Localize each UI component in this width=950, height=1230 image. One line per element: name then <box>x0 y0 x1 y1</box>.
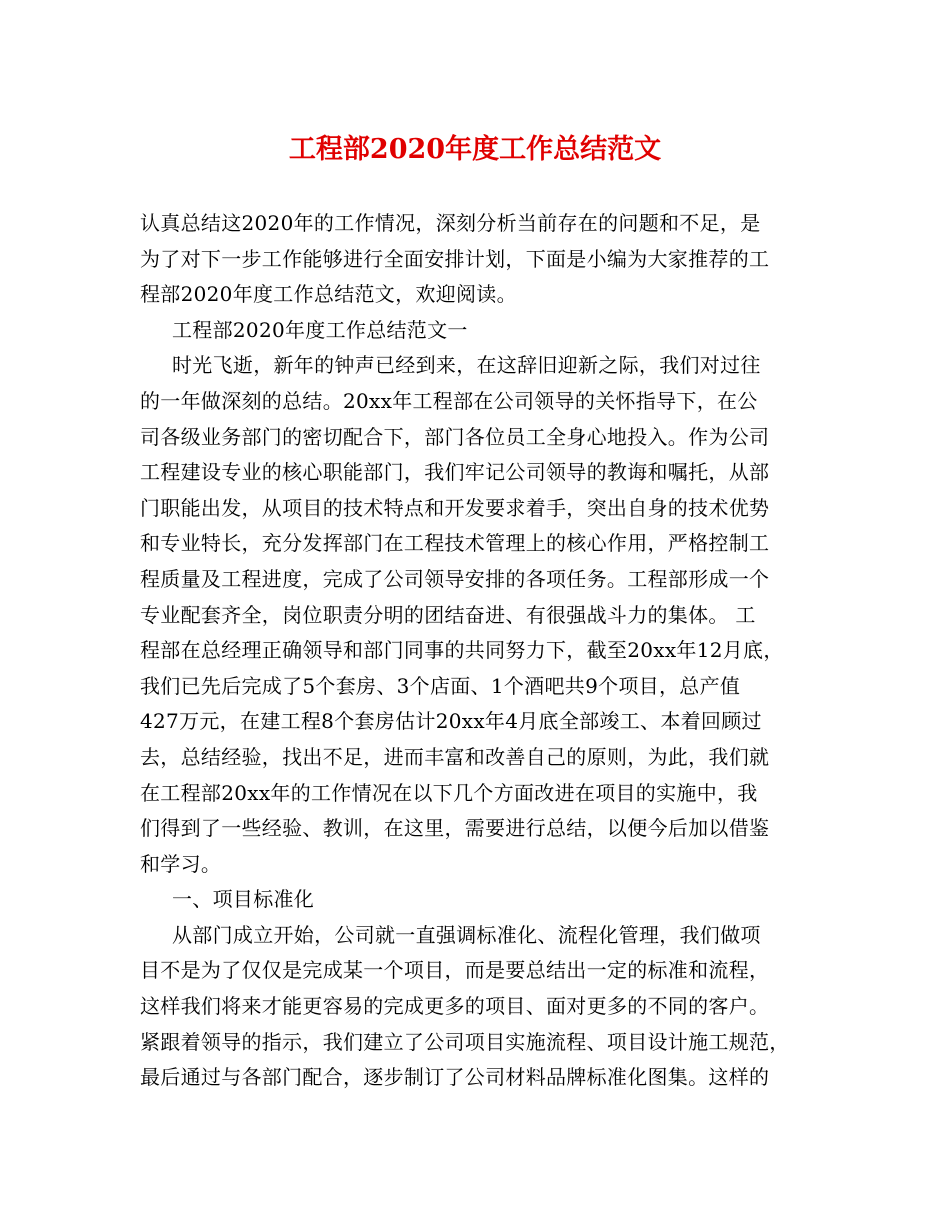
section-heading: 工程部2020年度工作总结范文一 <box>172 317 468 342</box>
body-line: 这样我们将来才能更容易的完成更多的项目、面对更多的不同的客户。 <box>140 994 770 1019</box>
body-line: 紧跟着领导的指示，我们建立了公司项目实施流程、项目设计施工规范， <box>140 1029 790 1054</box>
body-line: 在工程部20xx年的工作情况在以下几个方面改进在项目的实施中，我 <box>140 780 758 805</box>
body-line: 专业配套齐全，岗位职责分明的团结奋进、有很强战斗力的集体。 工 <box>140 602 756 627</box>
body-line: 最后通过与各部门配合，逐步制订了公司材料品牌标准化图集。这样的 <box>140 1065 770 1090</box>
body-line: 和专业特长，充分发挥部门在工程技术管理上的核心作用，严格控制工 <box>140 531 770 556</box>
body-line: 目不是为了仅仅是完成某一个项目，而是要总结出一定的标准和流程， <box>140 958 770 983</box>
document-title: 工程部2020年度工作总结范文 <box>288 134 662 165</box>
body-line: 程质量及工程进度，完成了公司领导安排的各项任务。工程部形成一个 <box>140 566 770 591</box>
body-line: 去，总结经验，找出不足，进而丰富和改善自己的原则，为此，我们就 <box>140 744 770 769</box>
body-line: 为了对下一步工作能够进行全面安排计划，下面是小编为大家推荐的工 <box>140 246 770 271</box>
body-line: 们得到了一些经验、教训，在这里，需要进行总结，以便今后加以借鉴 <box>140 816 770 841</box>
body-line: 的一年做深刻的总结。20xx年工程部在公司领导的关怀指导下，在公 <box>140 388 758 413</box>
body-line: 时光飞逝，新年的钟声已经到来，在这辞旧迎新之际，我们对过往 <box>172 353 761 378</box>
body-line: 我们已先后完成了5个套房、3个店面、1个酒吧共9个项目，总产值 <box>140 673 741 698</box>
body-line: 427万元，在建工程8个套房估计20xx年4月底全部竣工、本着回顾过 <box>140 709 762 734</box>
body-line: 程部在总经理正确领导和部门同事的共同努力下，截至20xx年12月底， <box>140 638 784 663</box>
body-line: 程部2020年度工作总结范文，欢迎阅读。 <box>140 282 517 307</box>
body-line: 和学习。 <box>140 851 222 876</box>
body-line: 从部门成立开始，公司就一直强调标准化、流程化管理，我们做项 <box>172 922 761 947</box>
body-line: 工程建设专业的核心职能部门，我们牢记公司领导的教诲和嘱托，从部 <box>140 460 770 485</box>
body-line: 认真总结这2020年的工作情况，深刻分析当前存在的问题和不足，是 <box>140 211 761 235</box>
body-line: 司各级业务部门的密切配合下，部门各位员工全身心地投入。作为公司 <box>140 424 770 449</box>
document-body <box>140 206 820 1096</box>
body-line: 门职能出发，从项目的技术特点和开发要求着手，突出自身的技术优势 <box>140 495 770 520</box>
section-heading: 一、项目标准化 <box>172 887 315 912</box>
